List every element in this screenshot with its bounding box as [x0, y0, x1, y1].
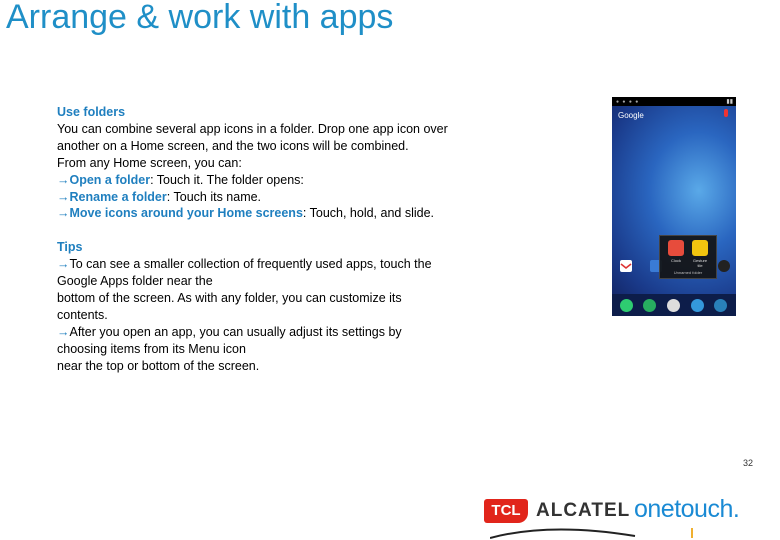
item-label: Move icons around your Home screens: [69, 206, 303, 221]
item-desc: : Touch it. The folder opens:: [150, 172, 304, 187]
bottom-dock: [612, 294, 736, 316]
alcatel-wordmark: ALCATEL: [536, 500, 631, 521]
browser-icon: [714, 299, 727, 312]
intro-line: another on a Home screen, and the two icons will be combined.: [57, 138, 409, 153]
folder-name: Unnamed folder: [673, 270, 703, 275]
page-title: Arrange & work with apps: [6, 0, 394, 36]
messaging-icon: [691, 299, 704, 312]
tips-heading: Tips: [57, 240, 83, 255]
arrow-right-icon: →: [57, 324, 70, 339]
alcatel-onetouch-logo: [484, 496, 764, 540]
body-text: [57, 104, 493, 375]
intro-line: You can combine several app icons in a folder. Drop one app icon over: [57, 121, 448, 136]
item-desc: : Touch its name.: [166, 189, 262, 204]
list-item: [57, 189, 493, 206]
gesture-icon: [692, 240, 708, 256]
item-label: Rename a folder: [69, 189, 167, 204]
tip-line: →To can see a smaller collection of frequently used apps, touch the: [57, 257, 432, 272]
tip-line: →After you open an app, you can usually adjust its settings by: [57, 324, 402, 339]
app-drawer-icon: [667, 299, 680, 312]
onetouch-wordmark: onetouch.: [634, 495, 740, 523]
mic-icon: [724, 109, 728, 117]
page-number: 32: [743, 458, 754, 468]
arrow-right-icon: →: [57, 206, 70, 221]
swoosh-icon: [490, 524, 640, 540]
open-folder-popup: [659, 235, 717, 279]
camera-icon: [718, 260, 730, 272]
intro-line: From any Home screen, you can:: [57, 155, 242, 170]
clock-icon: [668, 240, 684, 256]
tip-line: near the top or bottom of the screen.: [57, 358, 260, 373]
arrow-right-icon: →: [57, 172, 70, 187]
tip-line: bottom of the screen. As with any folder, you can customize its: [57, 291, 402, 306]
battery-icon: ▮▮: [726, 99, 733, 105]
tip-line: contents.: [57, 307, 108, 322]
notification-icons: ● ● ● ●: [616, 99, 640, 105]
tip-line: choosing items from its Menu icon: [57, 341, 246, 356]
tcl-logo: TCL: [484, 499, 528, 523]
list-item: [57, 172, 493, 189]
phone-icon: [620, 299, 633, 312]
item-desc: : Touch, hold, and slide.: [302, 206, 435, 221]
tip-line: Google Apps folder near the: [57, 274, 213, 289]
arrow-right-icon: →: [57, 189, 70, 204]
folder-app-clock: Clock: [666, 240, 686, 263]
item-label: Open a folder: [69, 172, 151, 187]
google-search-widget: Google: [618, 111, 644, 120]
use-folders-heading: Use folders: [57, 105, 126, 119]
list-item: [57, 205, 493, 222]
folder-app-gesture: Gesture tile: [690, 240, 710, 268]
decorative-line: [691, 528, 693, 538]
contacts-icon: [643, 299, 656, 312]
phone-screenshot: [612, 97, 736, 316]
status-bar: [612, 97, 736, 106]
gmail-icon: [620, 260, 632, 272]
arrow-right-icon: →: [57, 257, 70, 272]
